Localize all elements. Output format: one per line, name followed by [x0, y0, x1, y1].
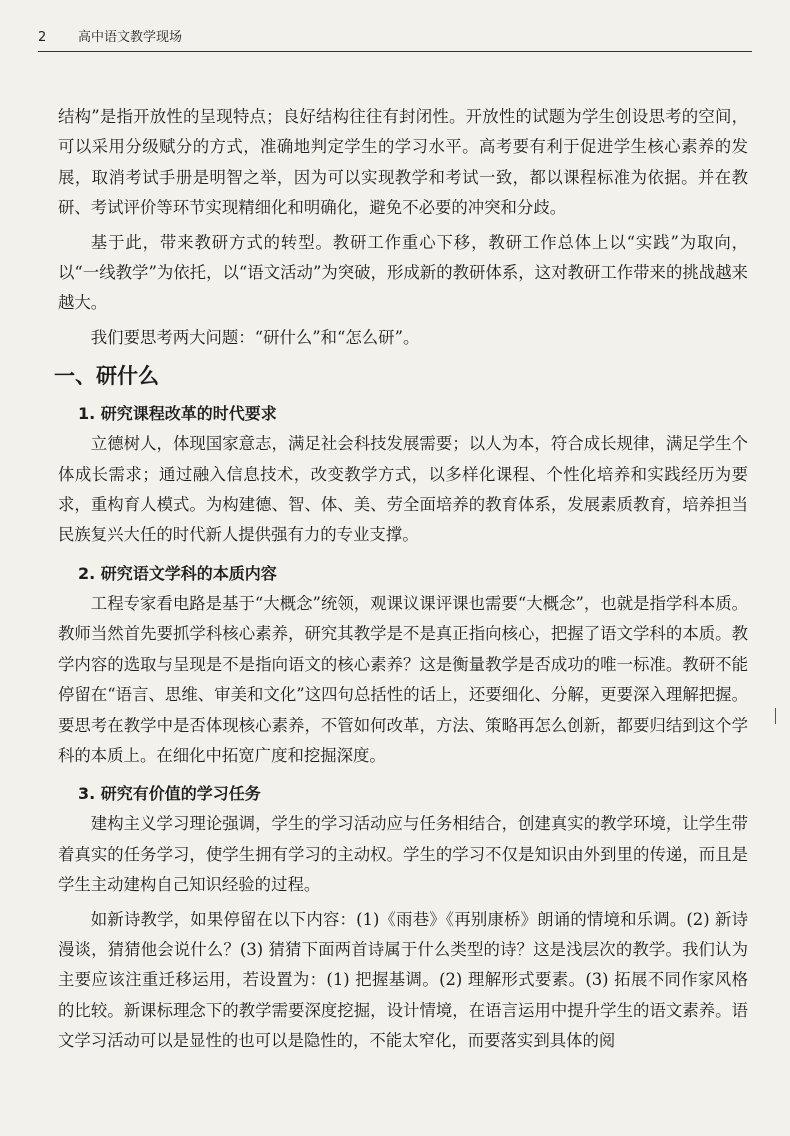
- running-head: [38, 26, 182, 45]
- paragraph-subject-essence: 工程专家看电路是基于“大概念”统领，观课议课评课也需要“大概念”，也就是指学科本质。教师当然首先要抓学科核心素养，研究其教学是不是真正指向核心，把握了语文学科的本质。教学内容的选取与呈现是不是指向语文的核心素养？这是衡量教学是否成功的唯一标准。教研不能停留在“语言、思维、审美和文化”这四句总括性的话上，还要细化、分解，更要深入理解把握。要思考在教学中是否体现核心素养，不管如何改革，方法、策略再怎么创新，都要归结到这个学科的本质上。在细化中拓宽广度和挖掘深度。: [58, 593, 748, 765]
- page-body: [54, 102, 748, 1061]
- paragraph-era-requirements: 立德树人，体现国家意志，满足社会科技发展需要；以人为本，符合成长规律，满足学生个体成长需求；通过融入信息技术，改变教学方式，以多样化课程、个性化培养和实践经历为要求，重构育人模式。为构建德、智、体、美、劳全面培养的教育体系，发展素质教育，培养担当民族复兴大任的时代新人提供强有力的专业支撑。: [58, 434, 748, 545]
- subheading-era-requirements: 1. 研究课程改革的时代要求: [78, 404, 277, 424]
- page-edge-mark: [775, 708, 776, 724]
- section-heading-what-to-research: 一、研什么: [54, 364, 159, 389]
- paragraph-teaching-research-shift: 基于此，带来教研方式的转型。教研工作重心下移，教研工作总体上以“实践”为取向，以“一线教学”为依托，以“语文活动”为突破，形成新的教研体系，这对教研工作带来的挑战越来越大。: [58, 232, 748, 313]
- paragraph-learning-tasks: 建构主义学习理论强调，学生的学习活动应与任务相结合，创建真实的教学环境，让学生带着真实的任务学习，使学生拥有学习的主动权。学生的学习不仅是知识由外到里的传递，而且是学生主动建构自己知识经验的过程。: [58, 814, 748, 895]
- subheading-learning-tasks: 3. 研究有价值的学习任务: [78, 784, 261, 804]
- paragraph-continuation: 结构”是指开放性的呈现特点；良好结构往往有封闭性。开放性的试题为学生创设思考的空间，可以采用分级赋分的方式，准确地判定学生的学习水平。高考要有利于促进学生核心素养的发展，取消考试手册是明智之举，因为可以实现教学和考试一致，都以课程标准为依据。并在教研、考试评价等环节实现精细化和明确化，避免不必要的冲突和分歧。: [58, 107, 748, 218]
- paragraph-poetry-example: 如新诗教学，如果停留在以下内容：(1)《雨巷》《再别康桥》朗诵的情境和乐调。(2) 新诗漫谈，猜猜他会说什么？(3) 猜猜下面两首诗属于什么类型的诗？这是浅层次的教学。我们认为主要应该注重迁移运用，若设置为：(1) 把握基调。(2) 理解形式要素。(3) 拓展不同作家风格的比较。新课标理念下的教学需要深度挖掘，设计情境，在语言运用中提升学生的语文素养。语文学习活动可以是显性的也可以是隐性的，不能太窄化，而要落实到具体的阅: [58, 909, 748, 1051]
- page-number: 2: [38, 30, 47, 45]
- paragraph-two-questions: 我们要思考两大问题：“研什么”和“怎么研”。: [90, 327, 420, 347]
- subheading-subject-essence: 2. 研究语文学科的本质内容: [78, 563, 277, 583]
- header-rule: [38, 51, 752, 52]
- book-title: 高中语文教学现场: [78, 30, 183, 45]
